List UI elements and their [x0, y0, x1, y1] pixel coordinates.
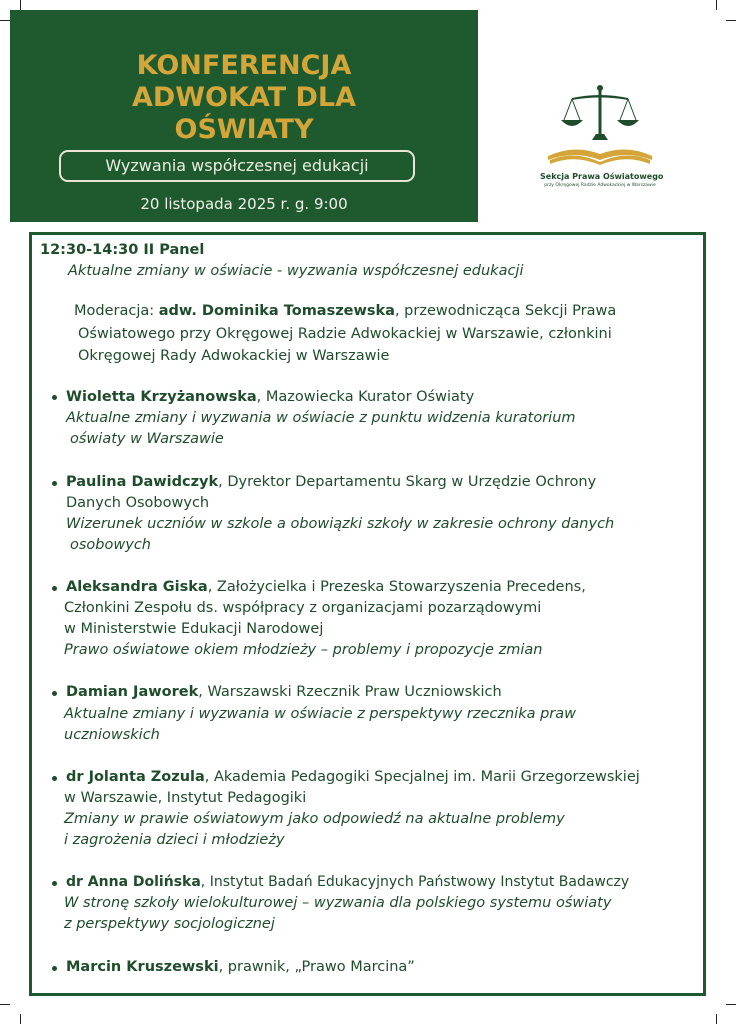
- speaker-role: , Warszawski Rzecznik Praw Uczniowskich: [198, 684, 502, 700]
- speaker-name: Wioletta Krzyżanowska: [66, 389, 257, 405]
- conference-subtitle: Wyzwania współczesnej edukacji: [59, 150, 415, 182]
- speaker-role-line: w Ministerstwie Edukacji Narodowej: [64, 621, 324, 637]
- speaker-topic: Aktualne zmiany i wyzwania w oświacie z perspektywy rzecznika praw: [64, 706, 576, 722]
- bullet: [52, 881, 57, 886]
- speaker-topic: osobowych: [70, 537, 151, 553]
- moderation-label: Moderacja:: [74, 303, 159, 319]
- speaker-name: Damian Jaworek: [66, 684, 199, 700]
- speaker-role-line: w Warszawie, Instytut Pedagogiki: [64, 790, 307, 806]
- speaker-role-line: Danych Osobowych: [66, 495, 210, 511]
- crop-mark: [716, 1014, 717, 1024]
- conference-title: [10, 50, 478, 146]
- title-line: OŚWIATY: [174, 114, 314, 145]
- speaker-role-line: Członkini Zespołu ds. współpracy z organizacjami pozarządowymi: [64, 600, 542, 616]
- speaker-topic: i zagrożenia dzieci i młodzieży: [64, 832, 285, 848]
- crop-mark: [716, 0, 717, 10]
- speaker-topic: Zmiany w prawie oświatowym jako odpowiedź na aktualne problemy: [64, 811, 565, 827]
- speaker-topic: uczniowskich: [64, 727, 160, 743]
- speaker-line: [66, 682, 502, 703]
- speaker-role: , Akademia Pedagogiki Specjalnej im. Marii Grzegorzewskiej: [204, 769, 640, 785]
- crop-mark: [20, 0, 21, 10]
- logo-title: Sekcja Prawa Oświatowego: [540, 172, 664, 181]
- conference-date: 20 listopada 2025 r. g. 9:00: [140, 195, 348, 213]
- speaker-name: dr Jolanta Zozula: [66, 769, 205, 785]
- title-line: KONFERENCJA: [136, 50, 352, 81]
- crop-mark: [726, 1004, 736, 1005]
- conference-header: [10, 10, 478, 222]
- crop-mark: [20, 1014, 21, 1024]
- speaker-role: , Dyrektor Departamentu Skarg w Urzędzie Ochrony: [218, 474, 597, 490]
- speaker-line: [66, 957, 415, 978]
- speaker-topic: oświaty w Warszawie: [70, 431, 224, 447]
- speaker-topic: Aktualne zmiany i wyzwania w oświacie z punktu widzenia kuratorium: [66, 410, 576, 426]
- speaker-name: Aleksandra Giska: [66, 579, 208, 595]
- logo-subtitle: przy Okręgowej Radzie Adwokackiej w Warszawie: [544, 183, 656, 188]
- bullet: [52, 481, 57, 486]
- speaker-topic: Prawo oświatowe okiem młodzieży – problemy i propozycje zmian: [64, 642, 543, 658]
- moderator-role-line: Okręgowej Rady Adwokackiej w Warszawie: [78, 348, 390, 364]
- speaker-role: , prawnik, „Prawo Marcina”: [218, 959, 415, 975]
- bullet: [52, 966, 57, 971]
- speaker-line: [66, 577, 586, 598]
- panel-theme: Aktualne zmiany w oświacie - wyzwania współczesnej edukacji: [68, 263, 524, 279]
- crop-mark: [0, 1004, 10, 1005]
- speaker-topic: W stronę szkoły wielokulturowej – wyzwania dla polskiego systemu oświaty: [64, 895, 612, 911]
- speaker-line: [66, 767, 640, 788]
- speaker-line: [66, 472, 596, 493]
- crop-mark: [726, 20, 736, 21]
- speaker-line: [66, 387, 474, 408]
- crop-mark: [0, 20, 10, 21]
- speaker-name: Marcin Kruszewski: [66, 959, 219, 975]
- speaker-role: , Instytut Badań Edukacyjnych Państwowy Instytut Badawczy: [200, 874, 630, 890]
- bullet: [52, 586, 57, 591]
- speaker-topic: z perspektywy socjologicznej: [64, 916, 275, 932]
- moderator-role-line: Oświatowego przy Okręgowej Radzie Adwokackiej w Warszawie, członkini: [78, 326, 612, 342]
- moderation-line: [74, 301, 616, 322]
- bullet: [52, 691, 57, 696]
- speaker-role: , Mazowiecka Kurator Oświaty: [256, 389, 475, 405]
- bullet: [52, 395, 57, 400]
- moderator-name: adw. Dominika Tomaszewska: [158, 303, 395, 319]
- title-line: ADWOKAT DLA: [131, 82, 357, 113]
- speaker-name: Paulina Dawidczyk: [66, 474, 219, 490]
- speaker-role: , Założycielka i Prezeska Stowarzyszenia Precedens,: [207, 579, 586, 595]
- speaker-name: dr Anna Dolińska: [66, 874, 201, 890]
- speaker-topic: Wizerunek uczniów w szkole a obowiązki szkoły w zakresie ochrony danych: [66, 516, 615, 532]
- bullet: [52, 776, 57, 781]
- speaker-line: [66, 872, 629, 893]
- moderator-role: , przewodnicząca Sekcji Prawa: [394, 303, 617, 319]
- panel-heading: 12:30-14:30 II Panel: [40, 242, 205, 258]
